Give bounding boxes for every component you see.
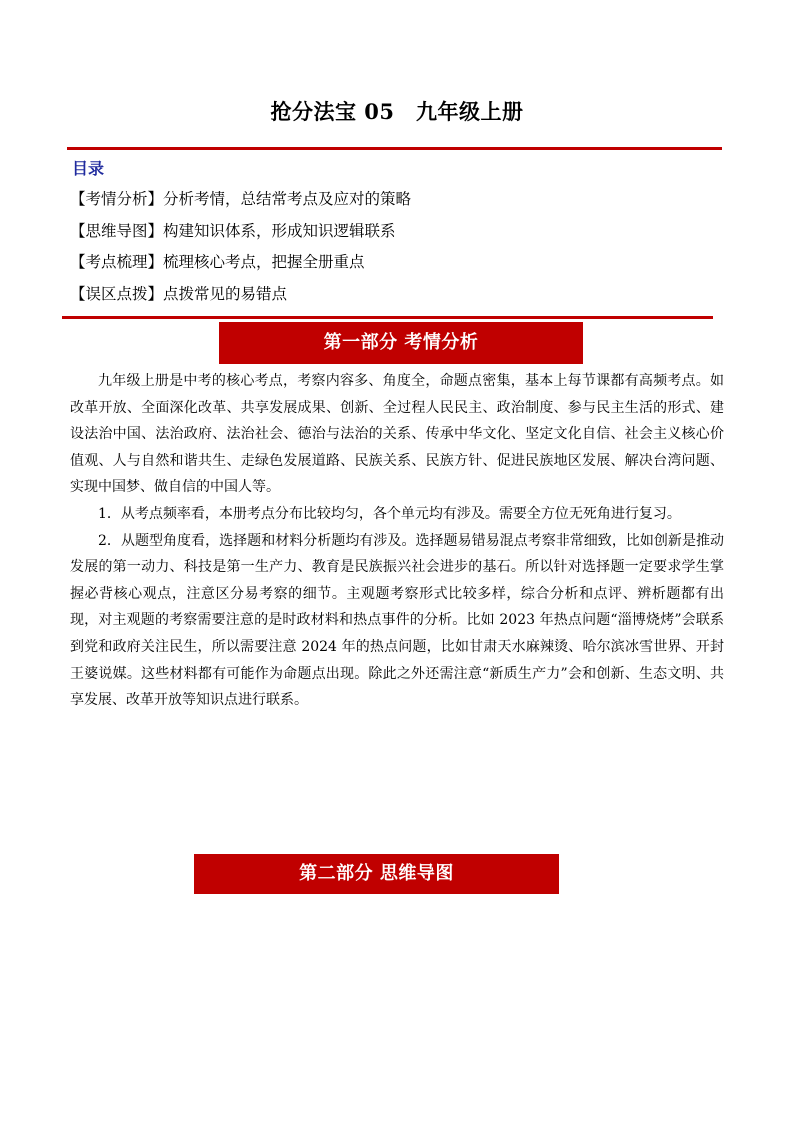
- toc-bottom-divider: [62, 316, 713, 319]
- toc-item-exam-analysis: 【考情分析】分析考情，总结常考点及应对的策略: [70, 190, 412, 208]
- exam-analysis-body: [70, 368, 724, 714]
- document-title: 抢分法宝 05 九年级上册: [270, 99, 524, 124]
- toc-item-mind-map: 【思维导图】构建知识体系，形成知识逻辑联系: [70, 221, 396, 240]
- top-divider: [67, 147, 722, 150]
- part-one-banner: 第一部分 考情分析: [219, 322, 583, 364]
- toc-item-key-points: 【考点梳理】梳理核心考点，把握全册重点: [70, 253, 365, 271]
- toc-heading: 目录: [72, 159, 105, 178]
- part-two-banner: 第二部分 思维导图: [194, 854, 559, 894]
- toc-item-common-errors: 【误区点拨】点拨常见的易错点: [70, 284, 288, 303]
- analysis-paragraph-overview: 九年级上册是中考的核心考点，考察内容多、角度全，命题点密集，基本上每节课都有高频考点。如改革开放、全面深化改革、共享发展成果、创新、全过程人民民主、政治制度、参与民主生活的形式、建设法治中国、法治政府、法治社会、德治与法治的关系、传承中华文化、坚定文化自信、社会主义核心价值观、人与自然和谐共生、走绿色发展道路、民族关系、民族方针、促进民族地区发展、解决台湾问题、实现中国梦、做自信的中国人等。: [70, 373, 724, 496]
- analysis-paragraph-question-types: 2．从题型角度看，选择题和材料分析题均有涉及。选择题易错易混点考察非常细致，比如创新是推动发展的第一动力、科技是第一生产力、教育是民族振兴社会进步的基石。所以针对选择题一定要求学生掌握必背核心观点，注意区分易考察的细节。主观题考察形式比较多样，综合分析和点评、辨析题都有出现，对主观题的考察需要注意的是时政材料和热点事件的分析。比如 2023 年热点问题“淄博烧烤”会联系到党和政府关注民生，所以需要注意 2024 年的热点问题，比如甘肃天水麻辣烫、哈尔滨冰雪世界、开封王婆说媒。这些材料都有可能作为命题点出现。除此之外还需注意“新质生产力”会和创新、生态文明、共享发展、改革开放等知识点进行联系。: [70, 532, 724, 709]
- toc-list: [70, 186, 411, 312]
- analysis-paragraph-frequency: 1．从考点频率看，本册考点分布比较均匀，各个单元均有涉及。需要全方位无死角进行复习。: [98, 505, 681, 522]
